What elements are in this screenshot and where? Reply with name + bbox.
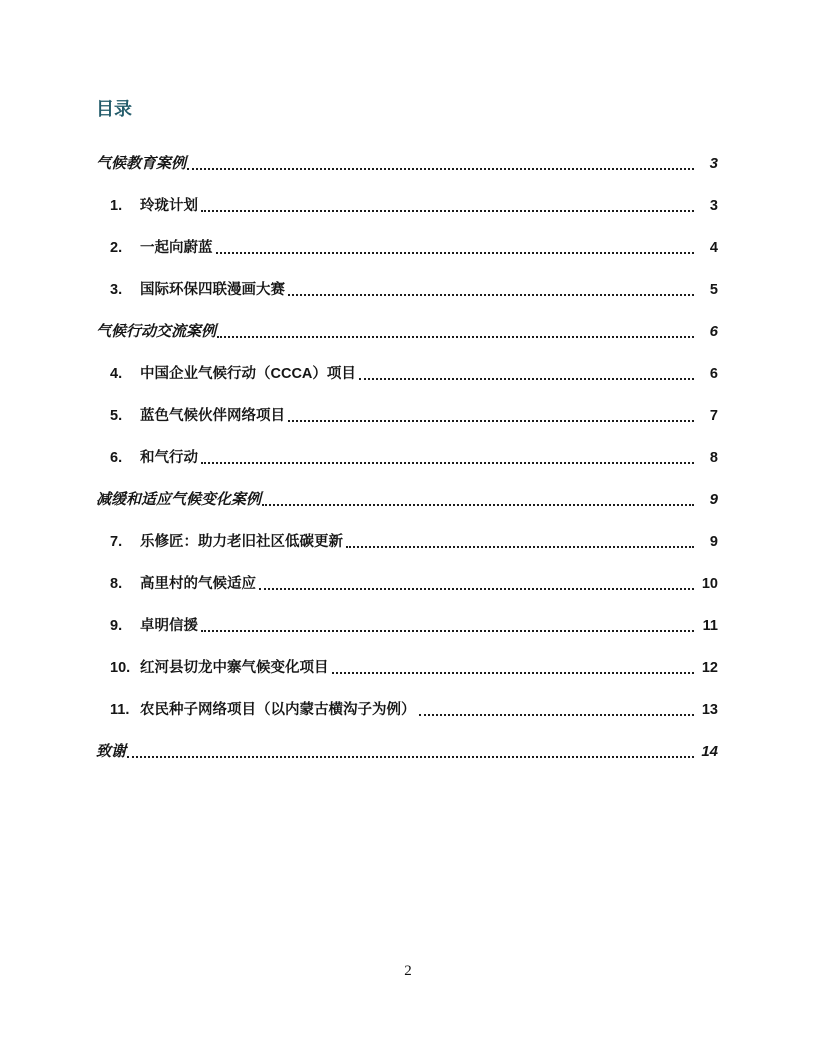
toc-section-label: 减缓和适应气候变化案例 xyxy=(96,491,262,508)
toc-section-page: 6 xyxy=(709,323,718,340)
toc-entry-label: 和气行动 xyxy=(140,450,198,466)
toc-entry-page: 4 xyxy=(709,240,718,256)
toc-section-heading[interactable] xyxy=(96,322,718,342)
toc-section-heading[interactable] xyxy=(96,742,718,762)
toc-entry[interactable] xyxy=(96,700,718,720)
toc-entry-number: 10. xyxy=(110,660,131,676)
toc-entry-page: 7 xyxy=(709,408,718,424)
toc-section-heading[interactable] xyxy=(96,154,718,174)
toc-entry-label: 卓明信援 xyxy=(140,618,198,634)
toc-entry-page: 10 xyxy=(701,576,718,592)
toc-entry-number: 3. xyxy=(110,282,123,298)
toc-entry-label: 蓝色气候伙伴网络项目 xyxy=(140,408,285,424)
footer-page-number: 2 xyxy=(404,963,412,979)
toc-section-page: 3 xyxy=(709,155,718,172)
toc-entry-label: 玲珑计划 xyxy=(140,198,198,214)
toc-dot-leader xyxy=(217,336,694,338)
toc-section-heading[interactable] xyxy=(96,490,718,510)
toc-entry-number: 8. xyxy=(110,576,123,592)
toc-entry[interactable] xyxy=(96,406,718,426)
toc-entry-label: 乐修匠：助力老旧社区低碳更新 xyxy=(140,534,343,550)
toc-entry-label: 中国企业气候行动（CCCA）项目 xyxy=(140,366,356,382)
toc-dot-leader xyxy=(201,630,694,632)
toc-entry-page: 13 xyxy=(701,702,718,718)
toc-entry-number: 6. xyxy=(110,450,123,466)
toc-entry[interactable] xyxy=(96,196,718,216)
page-footer xyxy=(0,963,816,980)
document-page xyxy=(96,0,718,784)
toc-entry[interactable] xyxy=(96,532,718,552)
toc-entry-page: 12 xyxy=(701,660,718,676)
toc-entry-label: 农民种子网络项目（以内蒙古横沟子为例） xyxy=(140,702,416,718)
toc-entry-label: 国际环保四联漫画大赛 xyxy=(140,282,285,298)
toc-entry-number: 5. xyxy=(110,408,123,424)
toc-dot-leader xyxy=(127,756,694,758)
toc-entry[interactable] xyxy=(96,574,718,594)
toc-dot-leader xyxy=(288,294,694,296)
toc-entry-number: 11. xyxy=(110,702,130,718)
toc-dot-leader xyxy=(332,672,695,674)
toc-entry-page: 5 xyxy=(709,282,718,298)
toc-entry-page: 8 xyxy=(709,450,718,466)
toc-entry-page: 3 xyxy=(709,198,718,214)
toc-entry[interactable] xyxy=(96,238,718,258)
toc-dot-leader xyxy=(201,210,694,212)
toc-dot-leader xyxy=(359,378,694,380)
toc-entry-number: 1. xyxy=(110,198,123,214)
toc-dot-leader xyxy=(346,546,694,548)
toc-entry-number: 4. xyxy=(110,366,123,382)
toc-dot-leader xyxy=(201,462,694,464)
toc-title: 目录 xyxy=(96,99,132,119)
toc-entry-label: 红河县切龙中寨气候变化项目 xyxy=(140,660,329,676)
toc-section-label: 气候教育案例 xyxy=(96,155,187,172)
toc-section-label: 气候行动交流案例 xyxy=(96,323,217,340)
toc-dot-leader xyxy=(262,504,694,506)
toc-entry[interactable] xyxy=(96,658,718,678)
toc-entry-page: 11 xyxy=(702,618,718,634)
toc-entry[interactable] xyxy=(96,616,718,636)
toc-dot-leader xyxy=(288,420,694,422)
toc-section-label: 致谢 xyxy=(96,743,127,760)
toc-entry-number: 7. xyxy=(110,534,123,550)
toc-entry[interactable] xyxy=(96,364,718,384)
toc-entry-label: 一起向蔚蓝 xyxy=(140,240,213,256)
toc-dot-leader xyxy=(187,168,694,170)
toc-list xyxy=(96,154,718,762)
toc-entry-number: 2. xyxy=(110,240,123,256)
toc-section-page: 9 xyxy=(709,491,718,508)
toc-entry-label: 高里村的气候适应 xyxy=(140,576,256,592)
toc-entry-page: 9 xyxy=(709,534,718,550)
toc-dot-leader xyxy=(259,588,694,590)
toc-dot-leader xyxy=(419,714,695,716)
toc-entry[interactable] xyxy=(96,448,718,468)
toc-entry-page: 6 xyxy=(709,366,718,382)
toc-dot-leader xyxy=(216,252,695,254)
toc-entry[interactable] xyxy=(96,280,718,300)
toc-section-page: 14 xyxy=(701,743,718,760)
toc-entry-number: 9. xyxy=(110,618,123,634)
